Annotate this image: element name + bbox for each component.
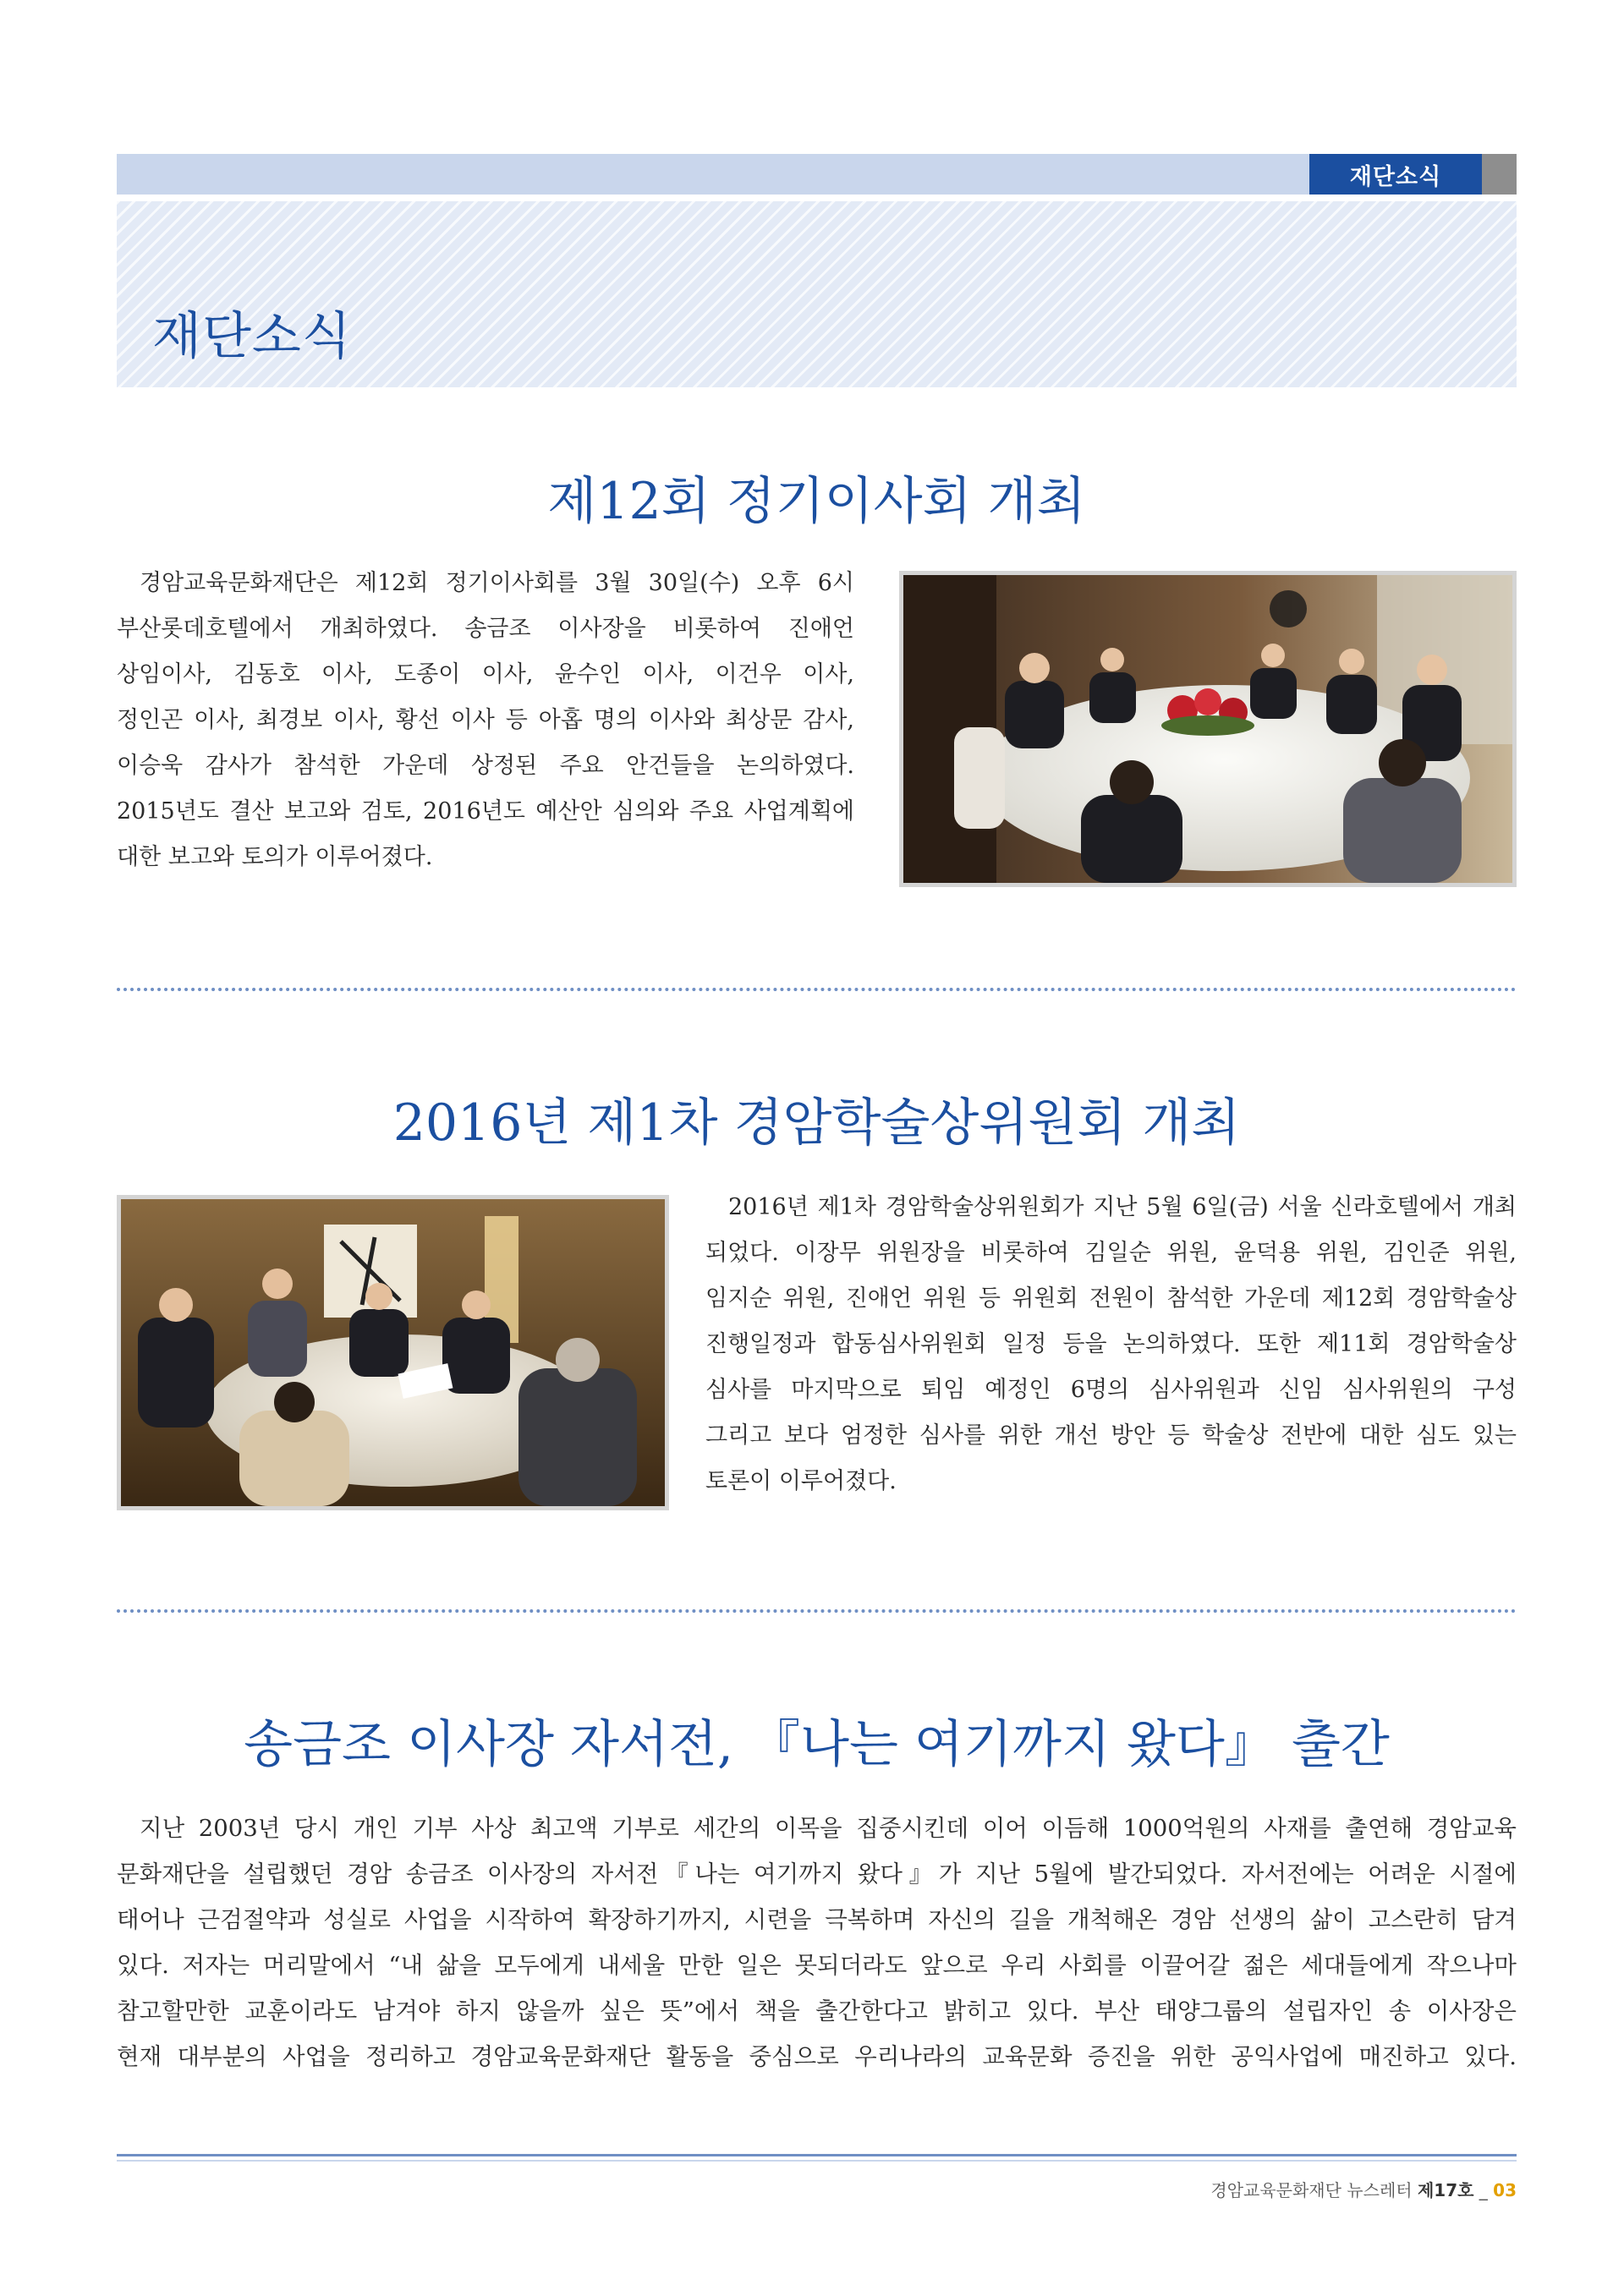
- page-heading: 재단소식: [152, 307, 352, 366]
- body-line: 정인곤 이사, 최경보 이사, 황선 이사 등 아홉 명의 이사와 최상문 감사,: [117, 707, 854, 733]
- page-number: 03: [1493, 2180, 1517, 2200]
- board-meeting-photo: [899, 571, 1517, 887]
- publication-name: 경암교육문화재단 뉴스레터: [1210, 2180, 1418, 2200]
- body-line: 토론이 이루어졌다.: [705, 1468, 897, 1494]
- section-divider: [117, 988, 1517, 991]
- page-footer: [1210, 2177, 1517, 2201]
- body-line: 임지순 위원, 진애언 위원 등 위원회 전원이 참석한 가운데 제12회 경암학술상: [705, 1285, 1517, 1312]
- article-title-academic-award-committee: 2016년 제1차 경암학술상위원회 개최: [392, 1093, 1241, 1153]
- article-body-academic-award-committee: [705, 1185, 1517, 1504]
- committee-meeting-photo: [117, 1195, 669, 1510]
- issue-number: 제17호: [1417, 2180, 1474, 2200]
- body-line: 2016년 제1차 경암학술상위원회가 지난 5월 6일(금) 서울 신라호텔에서 개최: [728, 1194, 1517, 1220]
- section-tag: 재단소식: [1309, 154, 1482, 195]
- body-line: 현재 대부분의 사업을 정리하고 경암교육문화재단 활동을 중심으로 우리나라의 교육문화 증진을 위한 공익사업에 매진하고 있다.: [117, 2043, 1517, 2070]
- body-line: 부산롯데호텔에서 개최하였다. 송금조 이사장을 비롯하여 진애언: [117, 616, 854, 642]
- body-line: 상임이사, 김동호 이사, 도종이 이사, 윤수인 이사, 이건우 이사,: [117, 661, 854, 688]
- footer-separator: _: [1473, 2180, 1494, 2200]
- body-line: 그리고 보다 엄정한 심사를 위한 개선 방안 등 학술상 전반에 대한 심도 있는: [705, 1422, 1517, 1449]
- body-line: 대한 보고와 토의가 이루어졌다.: [117, 844, 433, 870]
- section-divider: [117, 1609, 1517, 1613]
- body-line: 경암교육문화재단은 제12회 정기이사회를 3월 30일(수) 오후 6시: [140, 570, 854, 596]
- footer-rule: [117, 2154, 1517, 2156]
- body-line: 심사를 마지막으로 퇴임 예정인 6명의 심사위원과 신임 심사위원의 구성: [705, 1377, 1517, 1403]
- article-body-board-meeting: [117, 561, 854, 880]
- body-line: 태어나 근검절약과 성실로 사업을 시작하여 확장하기까지, 시련을 극복하며 자신의 길을 개척해온 경암 선생의 삶이 고스란히 담겨: [117, 1906, 1517, 1933]
- body-line: 이승욱 감사가 참석한 가운데 상정된 주요 안건들을 논의하였다.: [117, 753, 854, 779]
- body-line: 지난 2003년 당시 개인 기부 사상 최고액 기부로 세간의 이목을 집중시킨데 이어 이듬해 1000억원의 사재를 출연해 경암교육: [140, 1815, 1517, 1842]
- body-line: 2015년도 결산 보고와 검토, 2016년도 예산안 심의와 주요 사업계획에: [117, 798, 854, 825]
- body-line: 있다. 저자는 머리말에서 “내 삶을 모두에게 내세울 만한 일은 못되더라도 앞으로 우리 사회를 이끌어갈 젊은 세대들에게 작으나마: [117, 1952, 1517, 1979]
- body-line: 참고할만한 교훈이라도 남겨야 하지 않을까 싶은 뜻”에서 책을 출간한다고 밝히고 있다. 부산 태양그룹의 설립자인 송 이사장은: [117, 1997, 1517, 2025]
- body-line: 문화재단을 설립했던 경암 송금조 이사장의 자서전『나는 여기까지 왔다』가 지난 5월에 발간되었다. 자서전에는 어려운 시절에: [117, 1860, 1517, 1888]
- body-line: 되었다. 이장무 위원장을 비롯하여 김일순 위원, 윤덕용 위원, 김인준 위원,: [705, 1240, 1517, 1266]
- header-band-accent: [1482, 154, 1517, 195]
- header-band: [117, 154, 1517, 195]
- footer-rule: [117, 2160, 1517, 2162]
- article-body-autobiography: [117, 1806, 1517, 2080]
- article-title-board-meeting: 제12회 정기이사회 개최: [547, 472, 1086, 531]
- body-line: 진행일정과 합동심사위원회 일정 등을 논의하였다. 또한 제11회 경암학술상: [705, 1331, 1517, 1357]
- article-title-autobiography: 송금조 이사장 자서전, 『나는 여기까지 왔다』 출간: [244, 1715, 1390, 1774]
